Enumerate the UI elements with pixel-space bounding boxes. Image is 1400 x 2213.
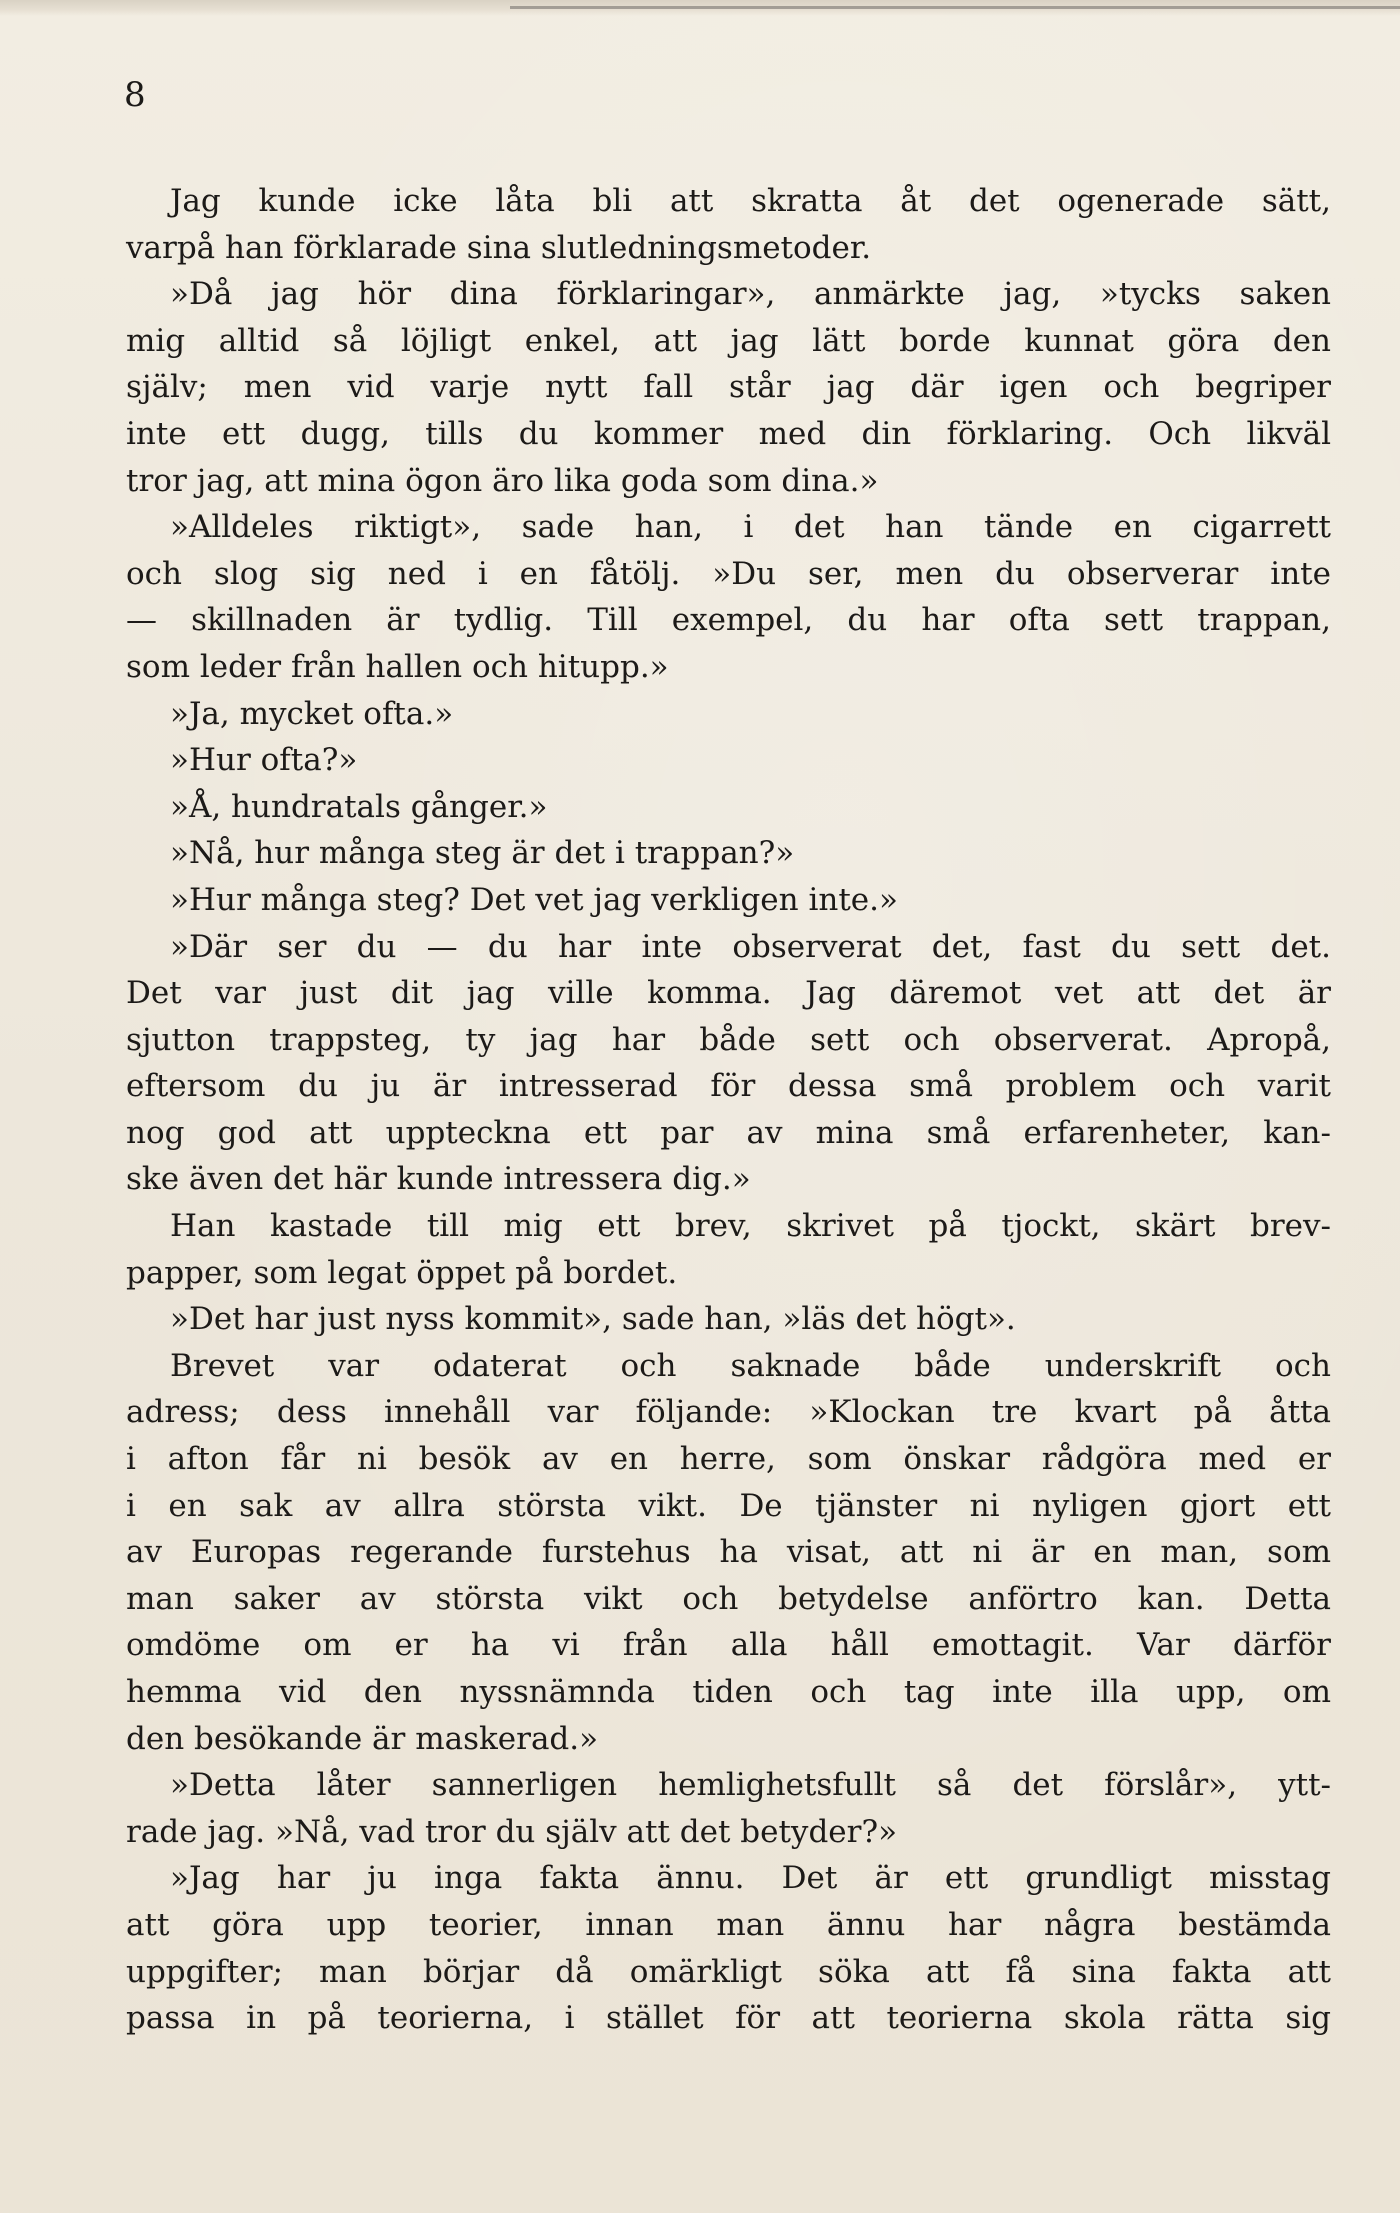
text-line: »Nå, hur många steg är det i trappan?» bbox=[170, 835, 795, 872]
text-line: omdöme om er ha vi från alla håll emottagit. Var därför bbox=[126, 1627, 1331, 1664]
text-line: »Då jag hör dina förklaringar», anmärkte jag, »tycks saken bbox=[170, 276, 1331, 313]
text-line: Det var just dit jag ville komma. Jag däremot vet att det är bbox=[126, 975, 1331, 1012]
text-line: som leder från hallen och hitupp.» bbox=[126, 648, 669, 685]
text-line: nog god att uppteckna ett par av mina små erfarenheter, kan- bbox=[126, 1114, 1331, 1151]
text-line: adress; dess innehåll var följande: »Klockan tre kvart på åtta bbox=[126, 1394, 1331, 1431]
text-line: ske även det här kunde intressera dig.» bbox=[126, 1161, 751, 1198]
text-line: »Å, hundratals gånger.» bbox=[170, 788, 548, 825]
text-line: tror jag, att mina ögon äro lika goda som dina.» bbox=[126, 462, 879, 499]
text-line: »Jag har ju inga fakta ännu. Det är ett grundligt misstag bbox=[170, 1860, 1331, 1897]
text-line: Han kastade till mig ett brev, skrivet på tjockt, skärt brev- bbox=[170, 1208, 1331, 1245]
text-line: varpå han förklarade sina slutledningsmetoder. bbox=[126, 229, 872, 266]
text-line: »Alldeles riktigt», sade han, i det han tände en cigarrett bbox=[170, 509, 1331, 546]
text-line: mig alltid så löjligt enkel, att jag lätt borde kunnat göra den bbox=[126, 322, 1331, 359]
text-line: »Hur många steg? Det vet jag verkligen inte.» bbox=[170, 881, 898, 918]
text-line: inte ett dugg, tills du kommer med din förklaring. Och likväl bbox=[126, 415, 1331, 452]
text-line: i en sak av allra största vikt. De tjänster ni nyligen gjort ett bbox=[126, 1487, 1331, 1524]
text-line: »Det har just nyss kommit», sade han, »läs det högt». bbox=[170, 1301, 1016, 1338]
body-text bbox=[126, 178, 1331, 2042]
text-line: att göra upp teorier, innan man ännu har några bestämda bbox=[126, 1906, 1331, 1943]
text-line: »Detta låter sannerligen hemlighetsfullt så det förslår», ytt- bbox=[170, 1767, 1331, 1804]
text-line: papper, som legat öppet på bordet. bbox=[126, 1254, 678, 1291]
text-line: i afton får ni besök av en herre, som önskar rådgöra med er bbox=[126, 1441, 1331, 1478]
text-line: och slog sig ned i en fåtölj. »Du ser, men du observerar inte bbox=[126, 555, 1331, 592]
text-line: »Ja, mycket ofta.» bbox=[170, 695, 454, 732]
page-top-rule bbox=[510, 6, 1400, 9]
text-line: »Där ser du — du har inte observerat det, fast du sett det. bbox=[170, 928, 1331, 965]
text-line: uppgifter; man börjar då omärkligt söka att få sina fakta att bbox=[126, 1953, 1331, 1990]
text-line: av Europas regerande furstehus ha visat, att ni är en man, som bbox=[126, 1534, 1331, 1571]
text-line: hemma vid den nyssnämnda tiden och tag inte illa upp, om bbox=[126, 1674, 1331, 1710]
text-line: Brevet var odaterat och saknade både underskrift och bbox=[170, 1347, 1331, 1384]
text-line: passa in på teorierna, i stället för att teorierna skola rätta sig bbox=[126, 2000, 1331, 2037]
text-line: »Hur ofta?» bbox=[170, 742, 358, 779]
page-number: 8 bbox=[124, 75, 146, 115]
text-line: rade jag. »Nå, vad tror du själv att det betyder?» bbox=[126, 1813, 898, 1850]
text-line: den besökande är maskerad.» bbox=[126, 1720, 599, 1757]
text-line: Jag kunde icke låta bli att skratta åt det ogenerade sätt, bbox=[170, 183, 1331, 219]
text-line: själv; men vid varje nytt fall står jag där igen och begriper bbox=[126, 369, 1331, 406]
text-line: man saker av största vikt och betydelse anförtro kan. Detta bbox=[126, 1580, 1331, 1617]
text-line: eftersom du ju är intresserad för dessa små problem och varit bbox=[126, 1068, 1331, 1105]
text-line: — skillnaden är tydlig. Till exempel, du har ofta sett trappan, bbox=[126, 602, 1331, 639]
text-line: sjutton trappsteg, ty jag har både sett och observerat. Apropå, bbox=[126, 1021, 1331, 1058]
